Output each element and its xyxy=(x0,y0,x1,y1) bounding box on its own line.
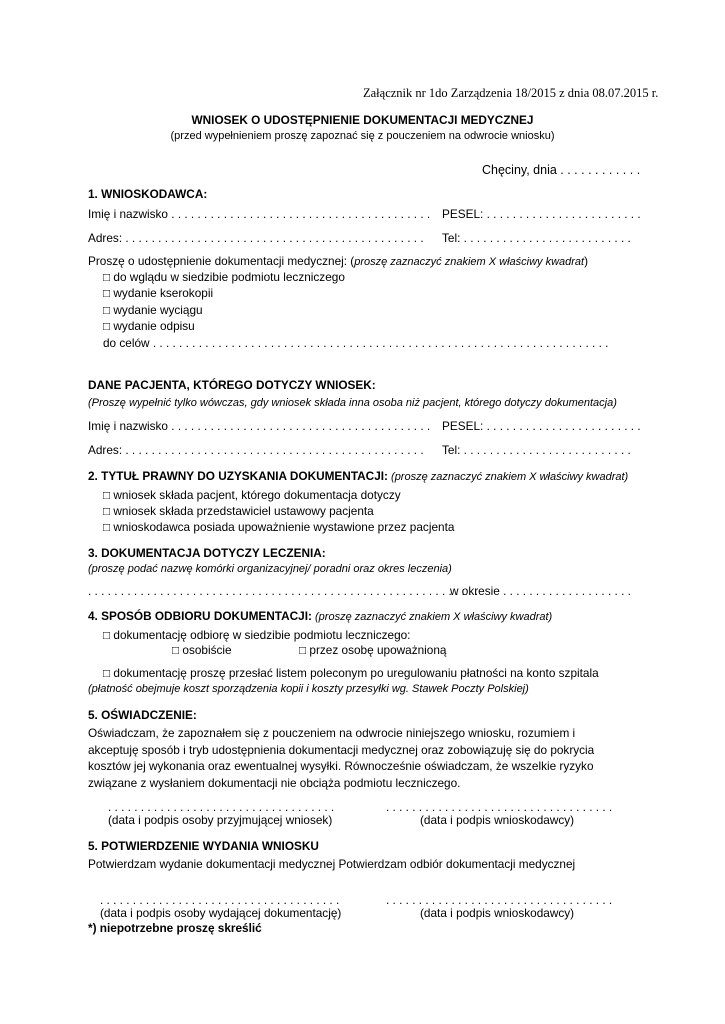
section-receipt-method xyxy=(88,609,552,623)
treatment-unit-field[interactable]: . . . . . . . . . . . . . . . . . . . . . . . . . . . . . . . . . . . . . . . . . . . . . . . . . . . . . . . . . . . . xyxy=(88,584,479,598)
option-authorization[interactable]: □ wnioskodawca posiada upoważnienie wystawione przez pacjenta xyxy=(103,520,455,534)
section-receipt-heading: 4. SPOSÓB ODBIORU DOKUMENTACJI: xyxy=(88,609,312,623)
payment-note: (płatność obejmuje koszt sporządzenia kopii i koszty przesyłki wg. Stawek Poczty Polskiej) xyxy=(88,683,529,695)
request-line xyxy=(88,254,588,268)
patient-name-field[interactable]: Imię i nazwisko . . . . . . . . . . . . . . . . . . . . . . . . . . . . . . . . . . . . . . . . xyxy=(88,419,431,433)
treatment-period-field[interactable]: w okresie . . . . . . . . . . . . . . . . . . . . xyxy=(450,584,631,598)
option-view-on-site[interactable]: □ do wglądu w siedzibie podmiotu leczniczego xyxy=(103,270,345,284)
confirmation-line: Potwierdzam wydanie dokumentacji medycznej Potwierdzam odbiór dokumentacji medycznej xyxy=(88,857,576,871)
issuer-signature-caption: (data i podpis osoby wydającej dokumentację) xyxy=(100,906,342,920)
issuer-signature-line[interactable]: . . . . . . . . . . . . . . . . . . . . . . . . . . . . . . . . . . . . . xyxy=(100,893,340,907)
document-title: WNIOSEK O UDOSTĘPNIENIE DOKUMENTACJI MEDYCZNEJ xyxy=(191,113,534,127)
section-confirmation-heading: 5. POTWIERDZENIE WYDANIA WNIOSKU xyxy=(88,839,319,853)
declaration-line: Oświadczam, że zapoznałem się z pouczeniem na odwrocie niniejszego wniosku, rozumiem i xyxy=(88,726,576,740)
request-prefix: Proszę o udostępnienie dokumentacji medycznej: ( xyxy=(88,254,355,268)
option-pickup-on-site[interactable]: □ dokumentację odbiorę w siedzibie podmiotu leczniczego: xyxy=(103,628,411,642)
section-legal-title xyxy=(88,469,628,483)
receiver-signature-line[interactable]: . . . . . . . . . . . . . . . . . . . . . . . . . . . . . . . . . . . xyxy=(108,800,335,814)
declaration-line: związane z wysłaniem dokumentacji nie obciąża podmiotu leczniczego. xyxy=(88,776,461,790)
recipient-signature-caption: (data i podpis wnioskodawcy) xyxy=(420,906,575,920)
option-send-registered-mail[interactable]: □ dokumentację proszę przesłać listem poleconym po uregulowaniu płatności na konto szpitala xyxy=(103,666,599,680)
option-patient-applies[interactable]: □ wniosek składa pacjent, którego dokumentacja dotyczy xyxy=(103,488,401,502)
request-suffix: ) xyxy=(584,254,589,268)
document-subtitle: (przed wypełnieniem proszę zapoznać się z pouczeniem na odwrocie wniosku) xyxy=(170,130,555,142)
place-date-field[interactable]: Chęciny, dnia . . . . . . . . . . . . xyxy=(482,163,641,177)
declaration-line: akceptuję sposób i tryb udostępnienia dokumentacji medycznej oraz zobowiązuję się do pokrycia xyxy=(88,743,595,757)
purpose-field[interactable]: do celów . . . . . . . . . . . . . . . . . . . . . . . . . . . . . . . . . . . . . . . . . . . . . . . . . . . . . . . . . . . . . . . . . . . . . . xyxy=(103,336,609,350)
applicant-pesel-field[interactable]: PESEL: . . . . . . . . . . . . . . . . . . . . . . . . xyxy=(442,207,641,221)
applicant-signature-caption: (data i podpis wnioskodawcy) xyxy=(420,813,575,827)
patient-pesel-field[interactable]: PESEL: . . . . . . . . . . . . . . . . . . . . . . . . xyxy=(442,419,641,433)
section-legal-title-note: (proszę zaznaczyć znakiem X właściwy kwadrat) xyxy=(387,471,629,483)
section-patient-heading: DANE PACJENTA, KTÓREGO DOTYCZY WNIOSEK: xyxy=(88,378,376,392)
section-treatment-heading: 3. DOKUMENTACJA DOTYCZY LECZENIA: xyxy=(88,546,326,560)
footnote: *) niepotrzebne proszę skreślić xyxy=(88,921,262,935)
recipient-signature-line[interactable]: . . . . . . . . . . . . . . . . . . . . . . . . . . . . . . . . . . . xyxy=(386,893,613,907)
patient-note: (Proszę wypełnić tylko wówczas, gdy wniosek składa inna osoba niż pacjent, którego dotyczy dokumentacja) xyxy=(88,397,617,409)
attachment-note: Załącznik nr 1do Zarządzenia 18/2015 z dnia 08.07.2015 r. xyxy=(363,86,659,100)
receiver-signature-caption: (data i podpis osoby przyjmującej wniosek) xyxy=(108,813,333,827)
applicant-address-field[interactable]: Adres: . . . . . . . . . . . . . . . . . . . . . . . . . . . . . . . . . . . . . . . . . . . . . . xyxy=(88,231,424,245)
option-legal-representative[interactable]: □ wniosek składa przedstawiciel ustawowy pacjenta xyxy=(103,504,374,518)
section-applicant-heading: 1. WNIOSKODAWCA: xyxy=(88,187,208,201)
section-receipt-note: (proszę zaznaczyć znakiem X właściwy kwadrat) xyxy=(311,611,553,623)
section-declaration-heading: 5. OŚWIADCZENIE: xyxy=(88,708,197,722)
request-note: proszę zaznaczyć znakiem X właściwy kwadrat xyxy=(354,256,585,268)
applicant-phone-field[interactable]: Tel: . . . . . . . . . . . . . . . . . . . . . . . . . . xyxy=(442,231,631,245)
option-transcript[interactable]: □ wydanie odpisu xyxy=(103,319,195,333)
applicant-name-field[interactable]: Imię i nazwisko . . . . . . . . . . . . . . . . . . . . . . . . . . . . . . . . . . . . . . . . xyxy=(88,207,431,221)
declaration-line: kosztów jej wykonania oraz ewentualnej wysyłki. Równocześnie oświadczam, że wszelkie ryzyko xyxy=(88,759,594,773)
applicant-signature-line[interactable]: . . . . . . . . . . . . . . . . . . . . . . . . . . . . . . . . . . . xyxy=(386,800,613,814)
patient-phone-field[interactable]: Tel: . . . . . . . . . . . . . . . . . . . . . . . . . . xyxy=(442,443,631,457)
patient-address-field[interactable]: Adres: . . . . . . . . . . . . . . . . . . . . . . . . . . . . . . . . . . . . . . . . . . . . . . xyxy=(88,443,424,457)
section-treatment-note: (proszę podać nazwę komórki organizacyjnej/ poradni oraz okres leczenia) xyxy=(88,563,452,575)
section-legal-title-heading: 2. TYTUŁ PRAWNY DO UZYSKANIA DOKUMENTACJI: xyxy=(88,469,388,483)
option-extract[interactable]: □ wydanie wyciągu xyxy=(103,303,203,317)
option-pickup-authorized-person[interactable]: □ przez osobę upoważnioną xyxy=(299,643,447,657)
option-photocopy[interactable]: □ wydanie kserokopii xyxy=(103,286,214,300)
option-pickup-personally[interactable]: □ osobiście xyxy=(172,643,232,657)
